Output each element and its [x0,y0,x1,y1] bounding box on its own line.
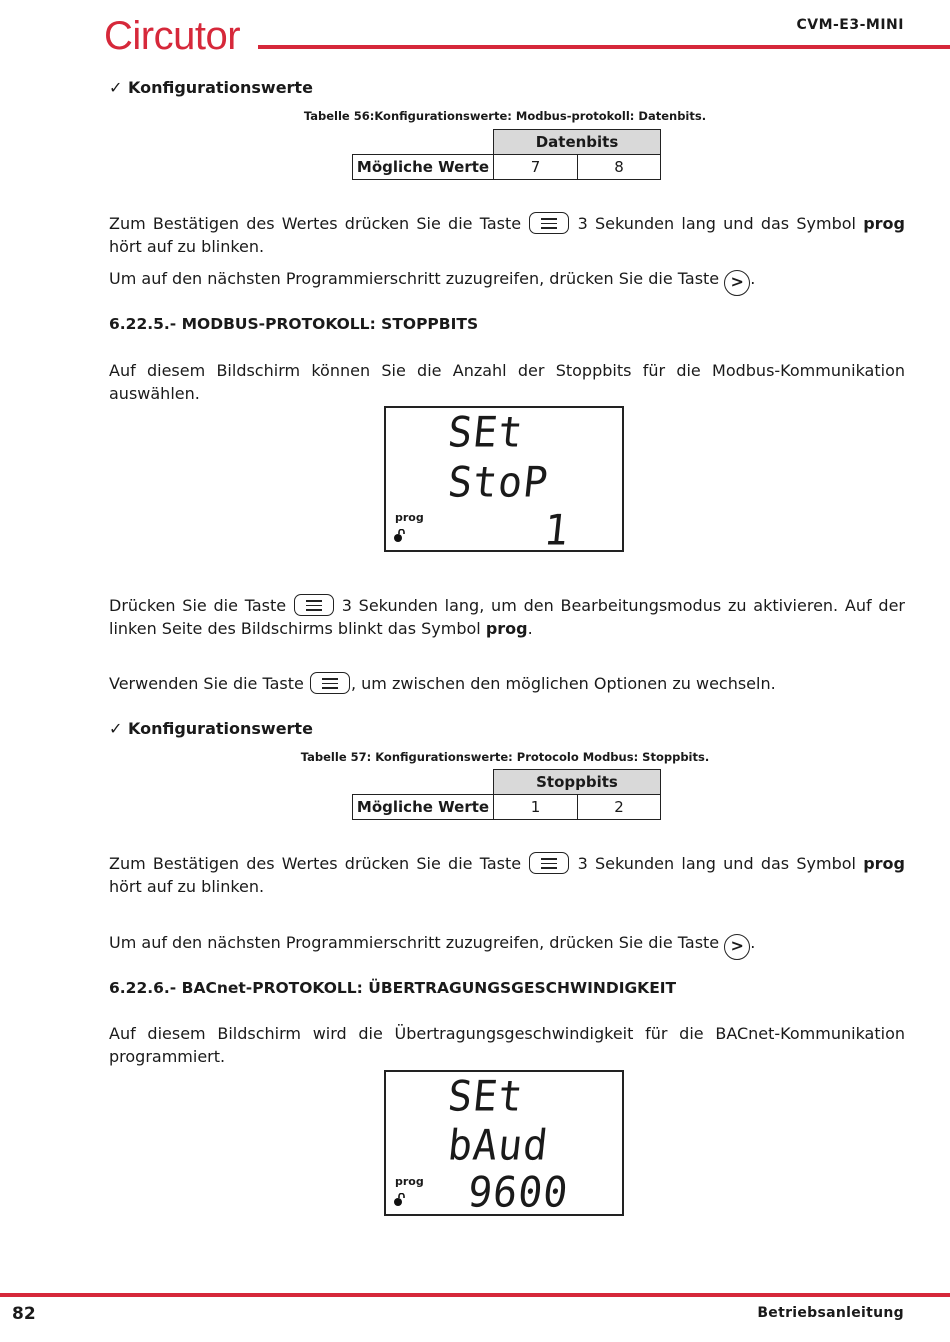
confirm-paragraph: Zum Bestätigen des Wertes drücken Sie die Taste 3 Sekunden lang und das Symbol prog hört auf zu blinken. [109,854,905,896]
section-title: 6.22.5.- MODBUS-PROTOKOLL: STOPPBITS [109,315,479,333]
table-row-label: Mögliche Werte [353,795,494,820]
table-row-label: Mögliche Werte [353,155,494,180]
next-key-icon: > [724,270,750,296]
footer-rule [0,1293,950,1297]
lcd-prog-label: prog [395,1175,424,1188]
lcd-display-baud [384,1070,624,1216]
datenbits-table [352,129,661,180]
lcd-line1: SEt [445,408,526,458]
unlock-icon [393,1193,406,1206]
lcd-line2: StoP [445,458,551,508]
table-cell: 8 [578,155,661,180]
unlock-icon [393,529,406,542]
lcd-value: 1 [541,506,572,556]
lcd-line2: bAud [445,1121,551,1171]
intro-paragraph: Auf diesem Bildschirm können Sie die Anzahl der Stoppbits für die Modbus-Kommunikation auswählen. [109,361,905,403]
menu-key-icon [529,212,569,234]
stoppbits-table [352,769,661,820]
confirm-paragraph: Zum Bestätigen des Wertes drücken Sie die Taste 3 Sekunden lang und das Symbol prog hört auf zu blinken. [109,214,905,256]
table-header: Datenbits [494,130,661,155]
section-title: 6.22.6.- BACnet-PROTOKOLL: ÜBERTRAGUNGSGESCHWINDIGKEIT [109,979,677,997]
circutor-logo: Circutor [104,14,241,58]
menu-key-icon [310,672,350,694]
next-step-paragraph: Um auf den nächsten Programmierschritt zuzugreifen, drücken Sie die Taste > . [109,267,905,296]
lcd-line1: SEt [445,1072,526,1122]
lcd-prog-label: prog [395,511,424,524]
lcd-value: 9600 [465,1168,571,1218]
lcd-display-stop [384,406,624,556]
footer-title: Betriebsanleitung [757,1305,904,1321]
table-caption: Tabelle 56:Konfigurationswerte: Modbus-protokoll: Datenbits. [303,109,707,123]
page-number: 82 [12,1304,36,1324]
table-cell: 7 [494,155,578,180]
use-key-paragraph: Verwenden Sie die Taste , um zwischen den möglichen Optionen zu wechseln. [109,674,776,693]
header-rule [258,45,950,49]
config-values-heading: ✓ Konfigurationswerte [109,78,313,97]
config-values-heading: ✓ Konfigurationswerte [109,719,313,738]
menu-key-icon [529,852,569,874]
press-paragraph: Drücken Sie die Taste 3 Sekunden lang, um den Bearbeitungsmodus zu aktivieren. Auf der linken Seite des Bildschirms blinkt das Symbol prog. [109,596,905,638]
next-step-paragraph: Um auf den nächsten Programmierschritt zuzugreifen, drücken Sie die Taste > . [109,931,905,960]
table-header: Stoppbits [494,770,661,795]
document-id: CVM-E3-MINI [796,17,904,33]
table-cell: 2 [578,795,661,820]
table-caption: Tabelle 57: Konfigurationswerte: Protocolo Modbus: Stoppbits. [300,750,710,764]
next-key-icon: > [724,934,750,960]
menu-key-icon [294,594,334,616]
table-cell: 1 [494,795,578,820]
intro-paragraph: Auf diesem Bildschirm wird die Übertragungsgeschwindigkeit für die BACnet-Kommunikation programmiert. [109,1024,905,1066]
